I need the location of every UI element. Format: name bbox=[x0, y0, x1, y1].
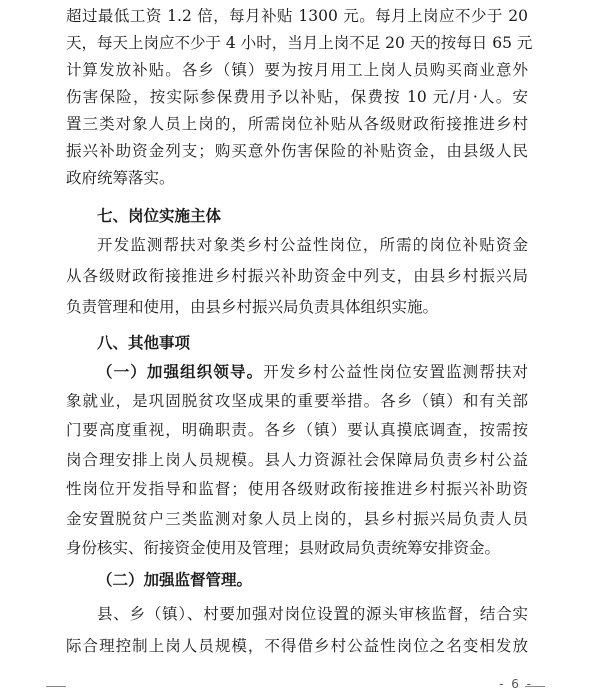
paragraph-line: 县、乡（镇）、村要加强对岗位设置的源头审核监督，结合实 bbox=[97, 605, 528, 623]
paragraph-line: 从各级财政衔接推进乡村振兴补助资金中列支，由县乡村振兴局 bbox=[66, 267, 528, 285]
item-2-title: （二）加强监督管理。 bbox=[97, 570, 253, 589]
paragraph-line: 天，每天上岗应不少于 4 小时，当月上岗不足 20 天的按每日 65 元 bbox=[66, 34, 533, 52]
page-corner-mark-left bbox=[46, 686, 66, 693]
paragraph-line: 超过最低工资 1.2 倍，每月补贴 1300 元。每月上岗应不少于 20 bbox=[66, 7, 528, 25]
section-heading-8: 八、其他事项 bbox=[97, 334, 191, 352]
paragraph-line: 政府统筹落实。 bbox=[66, 169, 175, 187]
paragraph-line: 计算发放补贴。各乡（镇）要为按月用工上岗人员购买商业意外 bbox=[66, 61, 528, 79]
paragraph-line: 身份核实、衔接资金使用及管理；县财政局负责统筹安排资金。 bbox=[66, 539, 501, 557]
paragraph-line: 振兴补助资金列支；购买意外伤害保险的补贴资金，由县级人民 bbox=[66, 142, 528, 160]
page-number: - 6 - bbox=[499, 677, 533, 691]
paragraph-line: 负责管理和使用，由县乡村振兴局负责具体组织实施。 bbox=[66, 298, 439, 316]
paragraph-line: 门要高度重视，明确职责。各乡（镇）要认真摸底调查，按需按 bbox=[66, 421, 528, 439]
paragraph-line: 性岗位开发指导和监督；使用各级财政衔接推进乡村振兴补助资 bbox=[66, 480, 528, 498]
item-1-title: （一）加强组织领导。 bbox=[97, 362, 264, 381]
paragraph-line: 伤害保险，按实际参保费用予以补贴，保费按 10 元/月·人。安 bbox=[66, 88, 528, 106]
paragraph-line: 岗合理安排上岗人员规模。县人力资源社会保障局负责乡村公益 bbox=[66, 451, 528, 469]
section-heading-7: 七、岗位实施主体 bbox=[97, 207, 222, 225]
paragraph-line: 开发监测帮扶对象类乡村公益性岗位，所需的岗位补贴资金 bbox=[97, 236, 528, 254]
paragraph-line: 际合理控制上岗人员规模，不得借乡村公益性岗位之名变相发放 bbox=[66, 637, 528, 655]
paragraph-line: 象就业，是巩固脱贫攻坚成果的重要举措。各乡（镇）和有关部 bbox=[66, 392, 528, 410]
paragraph-line: 置三类对象人员上岗的，所需岗位补贴从各级财政衔接推进乡村 bbox=[66, 115, 528, 133]
item-1-first-rest: 开发乡村公益性岗位安置监测帮扶对 bbox=[263, 363, 528, 381]
item-1-first-line bbox=[66, 362, 528, 382]
paragraph-line: 金安置脱贫户三类监测对象人员上岗的，县乡村振兴局负责人员 bbox=[66, 510, 528, 528]
